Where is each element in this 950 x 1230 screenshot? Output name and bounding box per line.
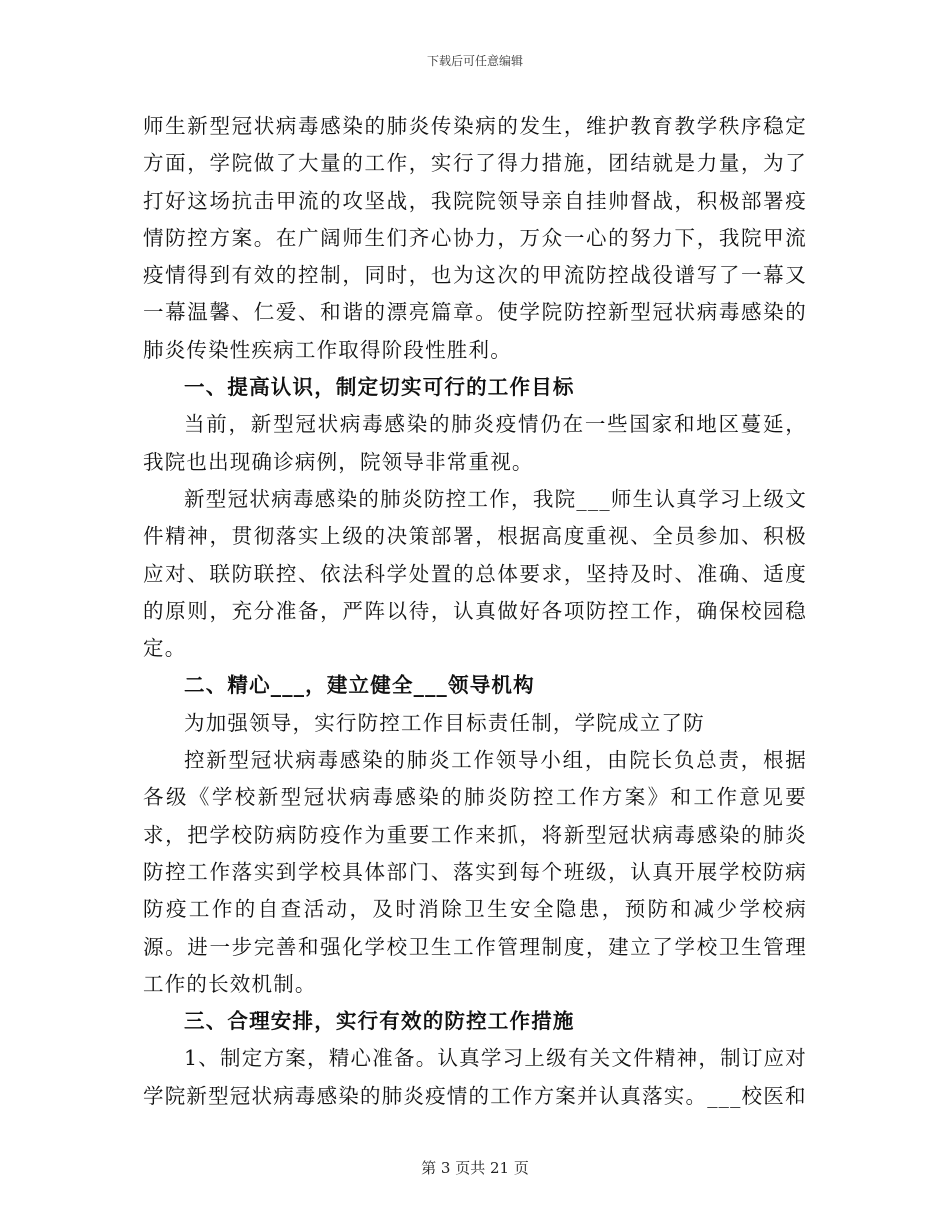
paragraph-intro: 师生新型冠状病毒感染的肺炎传染病的发生，维护教育教学秩序稳定方面，学院做了大量的工作，实行了得力措施，团结就是力量，为了打好这场抗击甲流的攻坚战，我院院领导亲自挂帅督战，积极部署疫情防控方案。在广阔师生们齐心协力，万众一心的努力下，我院甲流疫情得到有效的控制，同时，也为这次的甲流防控战役谱写了一幕又一幕温馨、仁爱、和谐的漂亮篇章。使学院防控新型冠状病毒感染的肺炎传染性疾病工作取得阶段性胜利。	[143, 114, 807, 362]
paragraph: 控新型冠状病毒感染的肺炎工作领导小组，由院长负总责，根据各级《学校新型冠状病毒感染的肺炎防控工作方案》和工作意见要求，把学校防病防疫作为重要工作来抓，将新型冠状病毒感染的肺炎防控工作落实到学校具体部门、落实到每个班级，认真开展学校防病防疫工作的自查活动，及时消除卫生安全隐患，预防和减少学校病源。进一步完善和强化学校卫生工作管理制度，建立了学校卫生管理工作的长效机制。	[143, 748, 807, 996]
paragraph: 当前，新型冠状病毒感染的肺炎疫情仍在一些国家和地区蔓延，我院也出现确诊病例，院领导非常重视。	[143, 412, 807, 474]
page-footer: 第 3 页共 21 页	[421, 1159, 529, 1177]
section-heading-3: 三、合理安排，实行有效的防控工作措施	[184, 1009, 575, 1034]
paragraph: 1、制定方案，精心准备。认真学习上级有关文件精神，制订应对学院新型冠状病毒感染的肺炎疫情的工作方案并认真落实。___校医和	[143, 1046, 807, 1108]
paragraph: 为加强领导，实行防控工作目标责任制，学院成立了防	[184, 710, 705, 735]
page-header: 下载后可任意编辑	[426, 54, 523, 68]
section-heading-1: 一、提高认识，制定切实可行的工作目标	[184, 375, 575, 400]
paragraph: 新型冠状病毒感染的肺炎防控工作，我院___师生认真学习上级文件精神，贯彻落实上级的决策部署，根据高度重视、全员参加、积极应对、联防联控、依法科学处置的总体要求，坚持及时、准确、适度的原则，充分准备，严阵以待，认真做好各项防控工作，确保校园稳定。	[143, 486, 807, 661]
section-heading-2: 二、精心___，建立健全___领导机构	[184, 673, 535, 698]
document-body	[143, 108, 807, 1115]
